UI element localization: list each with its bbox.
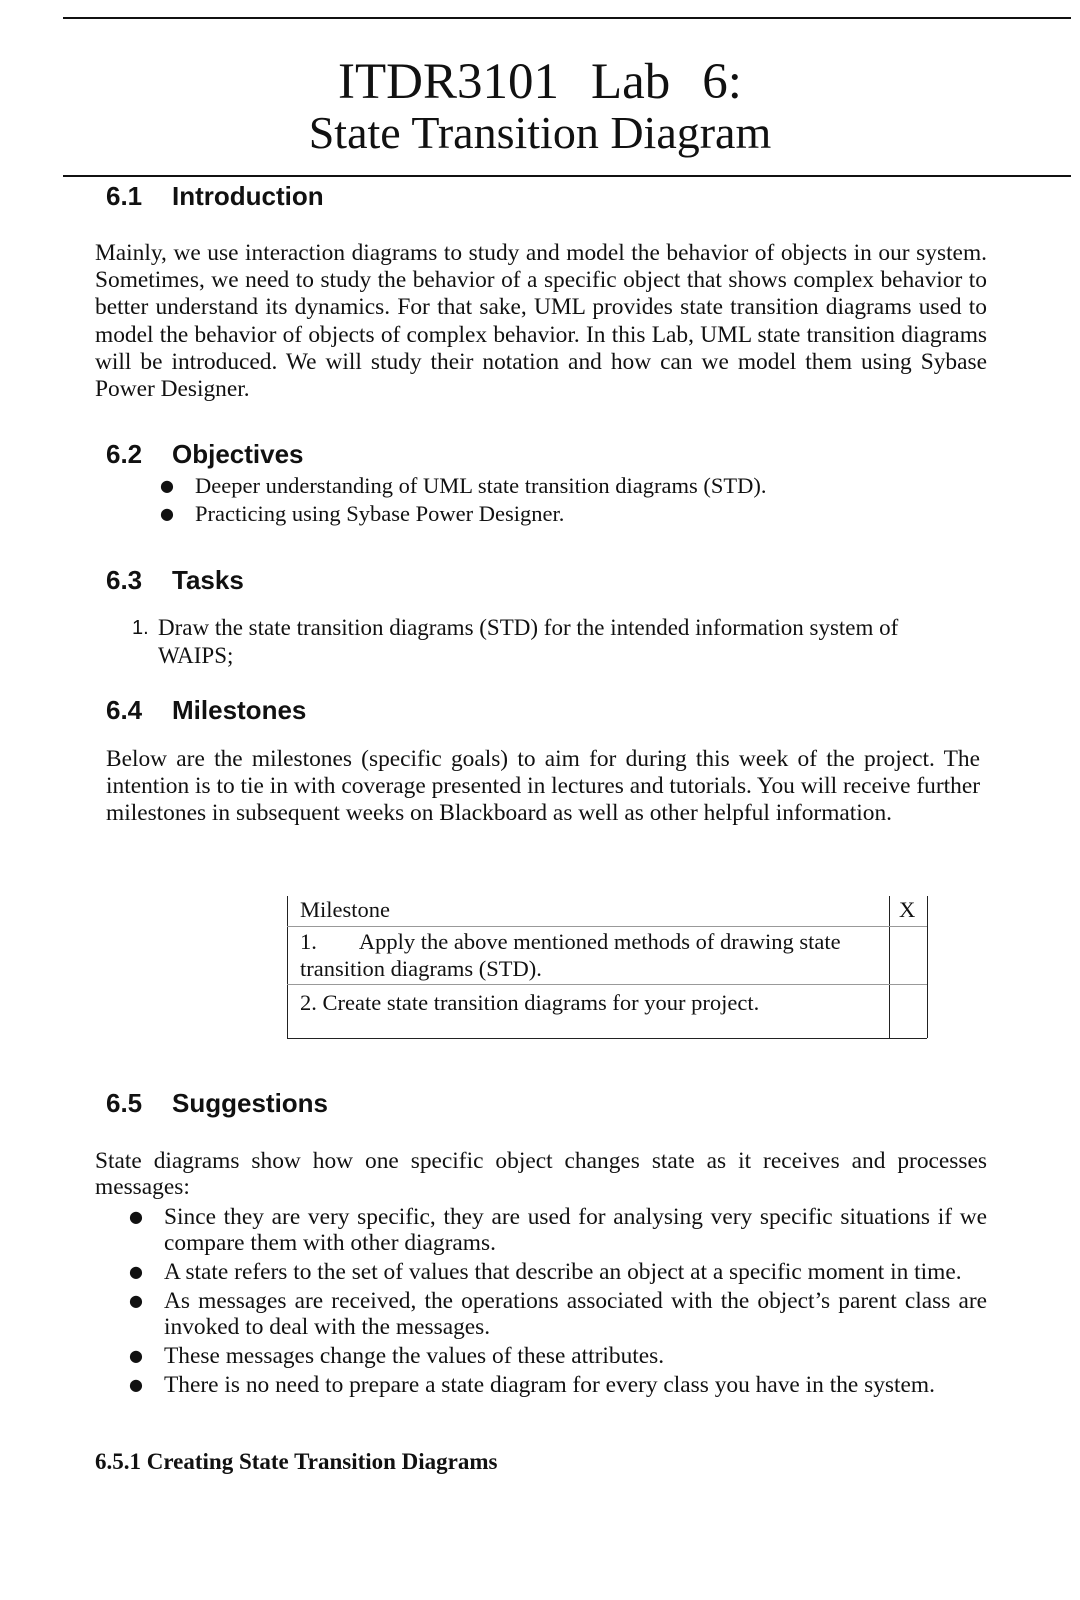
table-border — [287, 896, 288, 1038]
list-item: ● These messages change the values of these attributes. — [129, 1343, 665, 1369]
section-heading-objectives — [106, 438, 304, 470]
section-title: Milestones — [172, 695, 307, 725]
bullet-icon: ● — [129, 1346, 143, 1365]
table-border — [287, 1038, 927, 1039]
table-border — [889, 896, 890, 1038]
milestone-header-check: X — [899, 897, 916, 922]
section-title: Introduction — [172, 181, 324, 211]
table-row — [300, 989, 880, 1016]
lab-number: 6: — [702, 54, 742, 110]
list-item: ● Since they are very specific, they are used for analysing very specific situations if we compare them with other diagrams. — [129, 1204, 987, 1256]
section-number: 6.3 — [106, 565, 143, 595]
milestone-text: 2. Create state transition diagrams for your project. — [300, 990, 760, 1015]
section-title: Objectives — [172, 439, 304, 469]
table-border — [927, 896, 928, 1038]
milestones-paragraph: Below are the milestones (specific goals) to aim for during this week of the project. The intention is to tie in with coverage presented in lectures and tutorials. You will receive further milestones in subsequent weeks on Blackboard as well as other helpful information. — [106, 746, 980, 827]
lab-word: Lab — [591, 54, 671, 110]
section-number: 6.4 — [106, 695, 143, 725]
section-number: 6.1 — [106, 181, 143, 211]
section-heading-introduction — [106, 180, 324, 212]
bullet-icon: ● — [129, 1207, 143, 1226]
top-rule — [63, 17, 1071, 19]
title-underline-rule — [63, 175, 1071, 177]
bullet-icon: ● — [160, 504, 174, 523]
milestone-header-label: Milestone — [300, 897, 390, 922]
bullet-icon: ● — [160, 476, 174, 495]
objectives-list — [160, 472, 995, 528]
section-number: 6.2 — [106, 439, 143, 469]
bullet-icon: ● — [129, 1291, 143, 1310]
table-row — [300, 928, 870, 982]
list-marker: 1. — [132, 617, 149, 639]
table-row-divider — [287, 984, 927, 985]
bullet-icon: ● — [129, 1375, 143, 1394]
milestone-marker: 1. — [300, 929, 317, 954]
suggestions-list — [129, 1204, 987, 1401]
list-item: ● Practicing using Sybase Power Designer. — [160, 501, 565, 526]
section-heading-milestones — [106, 694, 306, 726]
table-row-divider — [287, 926, 927, 927]
list-item: ● Deeper understanding of UML state transition diagrams (STD). — [160, 473, 767, 498]
course-code: ITDR3101 — [338, 54, 559, 110]
section-title: Tasks — [172, 565, 244, 595]
bullet-icon: ● — [129, 1262, 143, 1281]
section-number: 6.5 — [106, 1088, 143, 1118]
title-line-1 — [0, 52, 1080, 112]
list-item: ● A state refers to the set of values that describe an object at a specific moment in time. — [129, 1259, 962, 1285]
introduction-paragraph: Mainly, we use interaction diagrams to study and model the behavior of objects in our system. Sometimes, we need to study the behavior of a specific object that shows complex behavior to better understand its dynamics. For that sake, UML provides state transition diagrams used to model the behavior of objects of complex behavior. In this Lab, UML state transition diagrams will be introduced. We will study their notation and how can we model them using Sybase Power Designer. — [95, 240, 987, 403]
list-item: 1. Draw the state transition diagrams (STD) for the intended information system of WAIPS; — [132, 615, 899, 668]
milestone-table — [287, 896, 927, 1038]
section-title: Suggestions — [172, 1088, 329, 1118]
title-line-2: State Transition Diagram — [308, 107, 772, 158]
suggestions-intro: State diagrams show how one specific object changes state as it receives and processes messages: — [95, 1148, 987, 1200]
milestone-text: Apply the above mentioned methods of drawing state transition diagrams (STD). — [300, 929, 841, 981]
section-heading-suggestions — [106, 1087, 328, 1119]
list-item: ● As messages are received, the operations associated with the object’s parent class are invoked to deal with the messages. — [129, 1288, 987, 1340]
tasks-list — [132, 614, 978, 670]
section-heading-tasks — [106, 564, 244, 596]
subsection-heading: 6.5.1 Creating State Transition Diagrams — [95, 1449, 498, 1474]
list-item: ● There is no need to prepare a state diagram for every class you have in the system. — [129, 1372, 935, 1398]
document-title — [0, 52, 1080, 160]
